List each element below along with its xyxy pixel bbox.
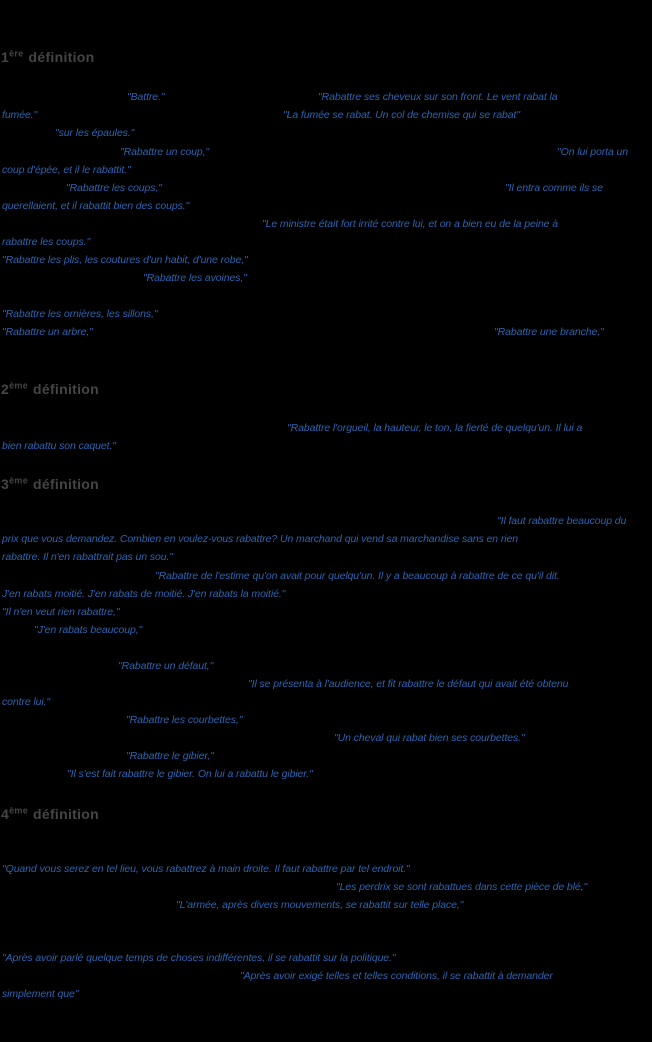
quote-text: "Rabattre les plis, les coutures d'un habit, d'une robe," — [2, 254, 248, 266]
quote-text: rabattre les coups." — [2, 236, 91, 248]
quote-text: rabattre. Il n'en rabattrait pas un sou." — [2, 551, 173, 563]
quote-text: "Quand vous serez en tel lieu, vous rabattrez à main droite. Il faut rabattre par tel endroit." — [2, 863, 410, 875]
quote-text: "J'en rabats beaucoup," — [34, 624, 143, 636]
quote-text: "Rabattre l'orgueil, la hauteur, le ton, la fierté de quelqu'un. Il lui a — [287, 422, 583, 434]
quote-text: "Il s'est fait rabattre le gibier. On lui a rabattu le gibier." — [67, 768, 313, 780]
quote-text: "Rabattre de l'estime qu'on avait pour quelqu'un. Il y a beaucoup à rabattre de ce qu'il dit. — [155, 570, 560, 582]
heading-word: définition — [33, 381, 100, 397]
quote-text: "Rabattre les ornières, les sillons," — [2, 308, 158, 320]
heading-word: définition — [33, 476, 100, 492]
heading-ordinal-suffix: ème — [9, 475, 29, 486]
quote-text: "Les perdrix se sont rabattues dans cette pièce de blé," — [336, 881, 588, 893]
quote-text: bien rabattu son caquet." — [2, 440, 116, 452]
definition-3-heading — [1, 476, 99, 493]
quote-text: simplement que" — [2, 988, 79, 1000]
definition-2-heading — [1, 381, 99, 398]
quote-text: "La fumée se rabat. Un col de chemise qui se rabat" — [283, 109, 520, 121]
quote-text: "Rabattre les coups," — [66, 182, 162, 194]
quote-text: "Rabattre les avoines," — [143, 272, 247, 284]
quote-text: "Il faut rabattre beaucoup du — [497, 515, 627, 527]
heading-ordinal-suffix: ère — [9, 48, 24, 59]
quote-text: "Après avoir exigé telles et telles conditions, il se rabattit à demander — [240, 970, 553, 982]
quote-text: "Rabattre ses cheveux sur son front. Le vent rabat la — [318, 91, 558, 103]
heading-word: définition — [28, 49, 95, 65]
quote-text: contre lui." — [2, 696, 51, 708]
quote-text: "Après avoir parlé quelque temps de choses indifférentes, il se rabattit sur la politique." — [2, 952, 396, 964]
quote-text: "sur les épaules." — [55, 127, 135, 139]
quote-text: prix que vous demandez. Combien en voulez-vous rabattre? Un marchand qui vend sa marchandise sans en rien — [2, 533, 518, 545]
heading-ordinal: 3 — [1, 476, 10, 492]
quote-text: "L'armée, après divers mouvements, se rabattit sur telle place," — [176, 899, 464, 911]
heading-ordinal: 4 — [1, 806, 10, 822]
quote-text: "Rabattre le gibier," — [126, 750, 214, 762]
heading-word: définition — [33, 806, 100, 822]
quote-text: "Le ministre était fort irrité contre lui, et on a bien eu de la peine à — [262, 218, 558, 230]
quote-text: "Il se présenta à l'audience, et fit rabattre le défaut qui avait été obtenu — [248, 678, 569, 690]
quote-text: "Un cheval qui rabat bien ses courbettes." — [334, 732, 525, 744]
quote-text: "Il n'en veut rien rabattre," — [2, 606, 120, 618]
quote-text: coup d'épée, et il le rabattit." — [2, 164, 131, 176]
heading-ordinal-suffix: ème — [9, 805, 29, 816]
heading-ordinal: 1 — [1, 49, 10, 65]
quote-text: "On lui porta un — [557, 146, 629, 158]
quote-text: querellaient, et il rabattit bien des coups." — [2, 200, 190, 212]
quote-text: "Rabattre une branche," — [494, 326, 604, 338]
quote-text: "Rabattre un arbre," — [2, 326, 93, 338]
definition-4-heading — [1, 806, 99, 823]
quote-text: "Battre." — [127, 91, 165, 103]
quote-text: "Il entra comme ils se — [505, 182, 603, 194]
heading-ordinal: 2 — [1, 381, 10, 397]
quote-text: "Rabattre les courbettes," — [126, 714, 243, 726]
quote-text: J'en rabats moitié. J'en rabats de moitié. J'en rabats la moitié." — [2, 588, 286, 600]
quote-text: "Rabattre un coup," — [120, 146, 210, 158]
heading-ordinal-suffix: ème — [9, 380, 29, 391]
quote-text: fumée." — [2, 109, 38, 121]
definition-1-heading — [1, 49, 95, 66]
quote-text: "Rabattre un défaut," — [118, 660, 214, 672]
